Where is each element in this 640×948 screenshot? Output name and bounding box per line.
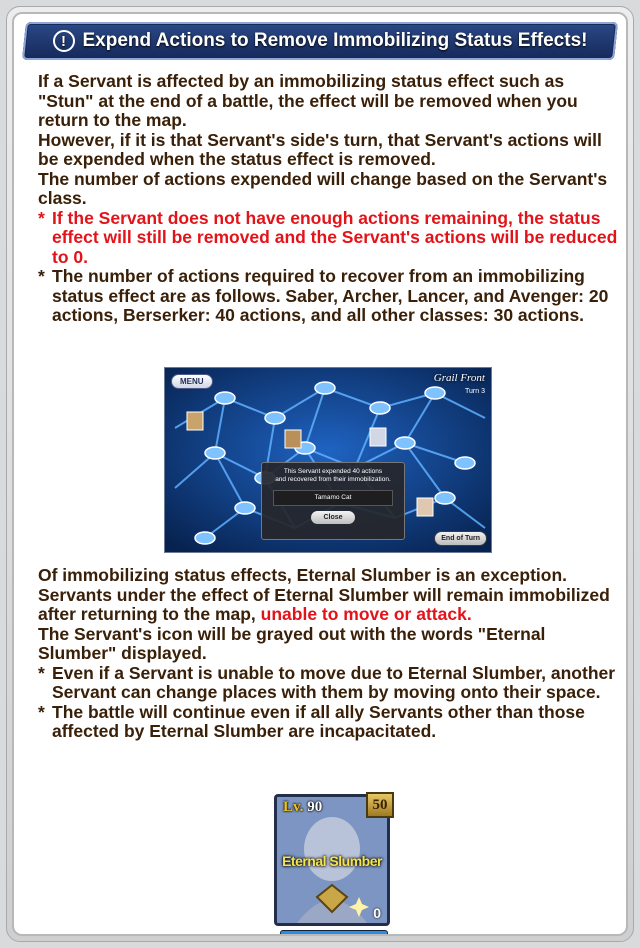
game-screenshot bbox=[164, 367, 492, 553]
asterisk: * bbox=[38, 207, 45, 228]
level-label bbox=[283, 799, 322, 816]
servant-name: Tamamo Cat bbox=[273, 490, 393, 506]
action-count: 0 bbox=[373, 905, 381, 921]
dialog-line: and recovered from their immobilization. bbox=[275, 476, 391, 483]
paragraph-text: Servants under the effect of Eternal Slumber will remain immobilized after returning to the map, bbox=[38, 584, 610, 624]
turn-indicator: Turn 3 bbox=[465, 388, 485, 395]
level-prefix: Lv. bbox=[283, 799, 304, 815]
exclamation-circle-icon: ! bbox=[53, 30, 75, 52]
eternal-slumber-label: Eternal Slumber bbox=[282, 853, 382, 869]
end-turn-button: End of Turn bbox=[434, 531, 487, 546]
banner-title: Expend Actions to Remove Immobilizing Status Effects! bbox=[82, 30, 588, 51]
asterisk: * bbox=[38, 662, 45, 683]
result-dialog bbox=[261, 462, 405, 540]
menu-button: MENU bbox=[171, 374, 213, 389]
dialog-message bbox=[262, 468, 404, 484]
mode-title: Grail Front bbox=[433, 372, 485, 384]
note-text: If the Servant does not have enough actions remaining, the status effect will still be removed and the Servant's actions will be reduced to 0. bbox=[52, 207, 618, 267]
note-text: Even if a Servant is unable to move due to Eternal Slumber, another Servant can change places with them by moving onto their space. bbox=[52, 662, 616, 702]
paragraph: The Servant's icon will be grayed out with the words "Eternal Slumber" displayed. bbox=[38, 623, 546, 663]
note-item bbox=[38, 703, 618, 742]
paragraph: Of immobilizing status effects, Eternal Slumber is an exception. bbox=[38, 565, 568, 585]
np-badge: 50 bbox=[366, 792, 394, 818]
hp-bar bbox=[280, 930, 388, 936]
banner bbox=[24, 22, 616, 60]
paragraph: If a Servant is affected by an immobilizing status effect such as "Stun" at the end of a battle, the effect will be removed when you return to the map. bbox=[38, 71, 578, 130]
note-item bbox=[38, 664, 618, 703]
note-item bbox=[38, 267, 618, 326]
info-panel bbox=[12, 12, 628, 936]
note-text: The number of actions required to recover from an immobilizing status effect are as follows. Saber, Archer, Lancer, and Avenger: 20 actions, Berserker: 40 actions, and all other classes: 30 actions. bbox=[52, 266, 609, 325]
section-immobilize-rules bbox=[38, 72, 618, 326]
section-eternal-slumber bbox=[38, 566, 618, 742]
dialog-line: This Servant expended 40 actions bbox=[283, 468, 383, 475]
level-value: 90 bbox=[307, 799, 323, 815]
asterisk: * bbox=[38, 266, 45, 286]
paragraph: However, if it is that Servant's side's turn, that Servant's actions will be expended when the status effect is removed. bbox=[38, 129, 602, 169]
dialog-close-button: Close bbox=[311, 511, 355, 524]
highlight-text: unable to move or attack. bbox=[260, 604, 472, 624]
note-text: The battle will continue even if all ally Servants other than those affected by Eternal Slumber are incapacitated. bbox=[52, 701, 585, 741]
paragraph: The number of actions expended will change based on the Servant's class. bbox=[38, 168, 608, 208]
note-item bbox=[38, 209, 618, 268]
asterisk: * bbox=[38, 701, 45, 722]
servant-card bbox=[274, 794, 392, 936]
paragraph bbox=[38, 586, 618, 625]
